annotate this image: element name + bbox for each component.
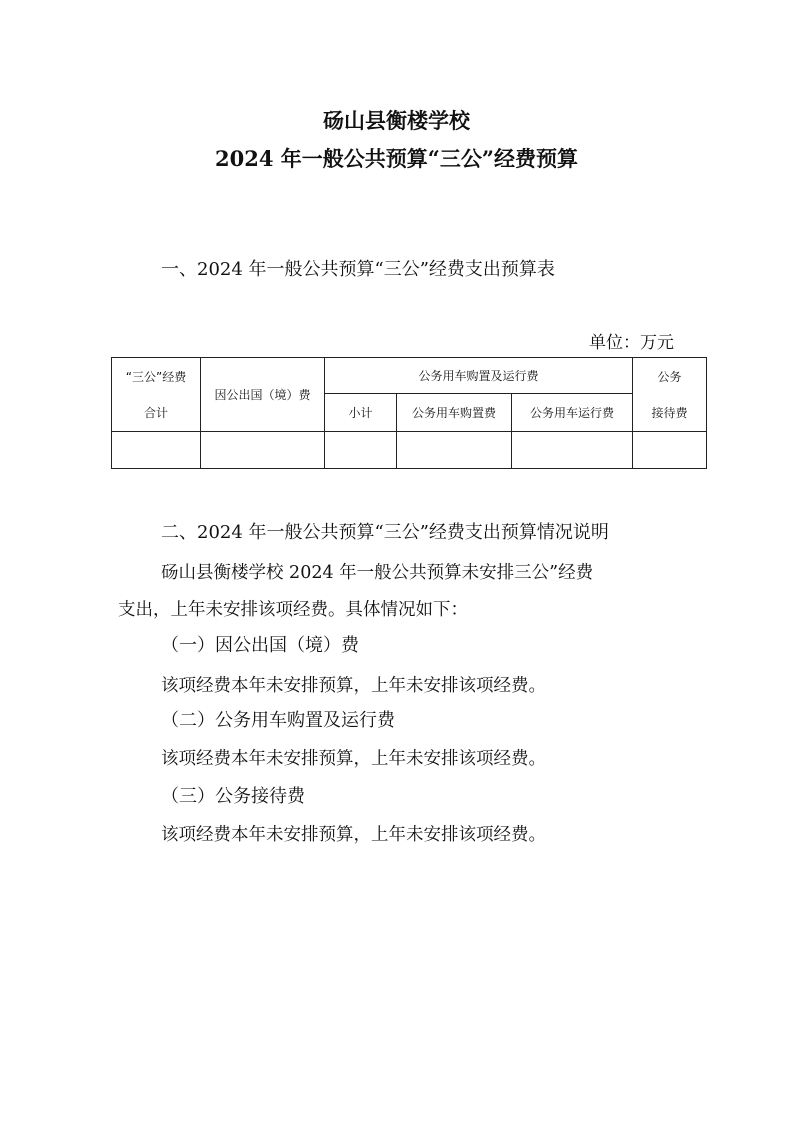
section1-heading: 一、2024 年一般公共预算“三公”经费支出预算表 — [161, 259, 555, 280]
subsection-vehicle-title: （二）公务用车购置及运行费 — [161, 710, 395, 731]
budget-table — [111, 357, 707, 469]
table-row — [112, 432, 707, 469]
subsection-vehicle-body: 该项经费本年未安排预算，上年未安排该项经费。 — [161, 749, 546, 769]
cell-vehicle-subtotal — [325, 432, 397, 469]
header-reception-line2: 接待费 — [651, 405, 688, 420]
header-total — [112, 358, 201, 432]
document-subtitle: 2024 年一般公共预算“三公”经费预算 — [215, 146, 578, 171]
header-vehicle-group: 公务用车购置及运行费 — [325, 358, 633, 394]
subsection-reception-body: 该项经费本年未安排预算，上年未安排该项经费。 — [161, 825, 546, 845]
header-vehicle-subtotal: 小计 — [325, 394, 397, 432]
header-total-line2: 合计 — [143, 405, 168, 420]
header-total-line1: “三公”经费 — [125, 369, 187, 384]
subsection-reception-title: （三）公务接待费 — [161, 786, 305, 807]
document-title: 砀山县衡楼学校 — [323, 108, 470, 133]
cell-reception — [633, 432, 707, 469]
cell-vehicle-purchase — [397, 432, 512, 469]
section2-intro-line1: 砀山县衡楼学校 2024 年一般公共预算未安排三公”经费 — [161, 563, 594, 583]
cell-vehicle-operation — [512, 432, 633, 469]
header-abroad: 因公出国（境）费 — [201, 358, 325, 432]
table-header-row — [112, 358, 707, 394]
header-reception — [633, 358, 707, 432]
cell-abroad — [201, 432, 325, 469]
header-vehicle-purchase: 公务用车购置费 — [397, 394, 512, 432]
subsection-abroad-body: 该项经费本年未安排预算，上年未安排该项经费。 — [161, 676, 546, 696]
header-vehicle-operation: 公务用车运行费 — [512, 394, 633, 432]
header-reception-line1: 公务 — [657, 369, 682, 384]
subsection-abroad-title: （一）因公出国（境）费 — [161, 635, 359, 656]
section2-heading: 二、2024 年一般公共预算“三公”经费支出预算情况说明 — [161, 522, 609, 543]
unit-label: 单位：万元 — [589, 333, 674, 353]
cell-total — [112, 432, 201, 469]
section2-intro-line2: 支出，上年未安排该项经费。具体情况如下： — [118, 600, 468, 620]
